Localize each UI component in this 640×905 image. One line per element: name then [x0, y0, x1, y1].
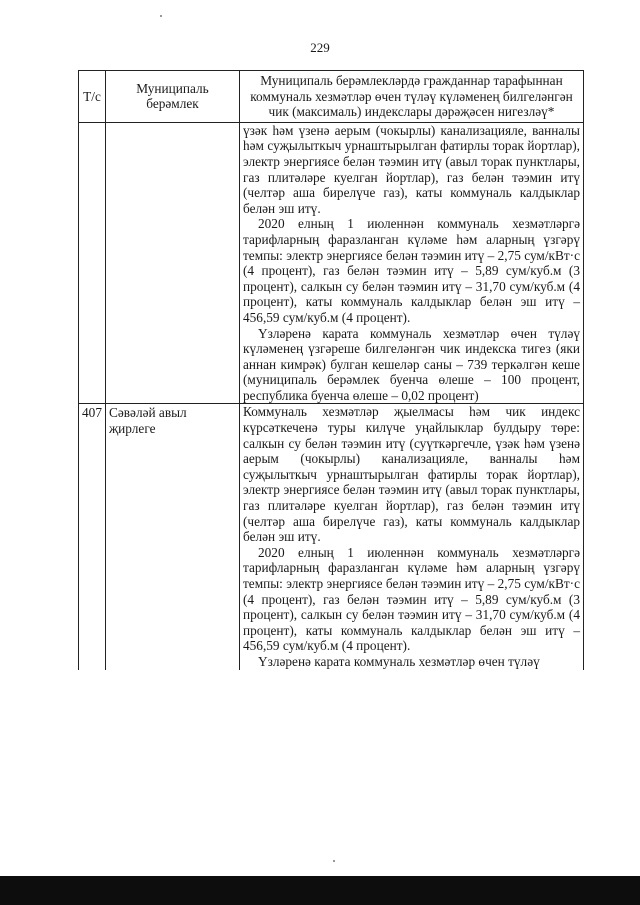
row-description: [240, 404, 584, 670]
row-municipality: Сәвәләй авыл җирлеге: [106, 404, 240, 670]
index-table: [78, 70, 584, 670]
scan-bottom-edge: [0, 876, 640, 905]
table-row: [79, 122, 584, 404]
header-index: Муниципаль берәмлекләрдә гражданнар тарафыннан коммуналь хезмәтләр өчен түләү күләменең билгеләнгән чик (максималь) индекслары дәрәҗәсен нигезләү*: [240, 71, 584, 123]
row-paragraph: 2020 елның 1 июленнән коммуналь хезмәтләргә тарифларның фаразланган күләме һәм аларның үзгәрү темпы: электр энергиясе белән тәэмин итү – 2,75 сум/кВт·с (4 процент), газ белән тәэмин итү – 5,89 сум/куб.м (3 процент), салкын су белән тәэмин итү – 31,70 сум/куб.м (4 процент), каты коммуналь калдыклар белән эш итү – 456,59 сум/куб.м (4 процент).: [243, 544, 580, 654]
row-description: [240, 122, 584, 404]
row-paragraph: Үзләренә карата коммуналь хезмәтләр өчен түләү күләменең үзгәреше билгеләнгән чик индекска тигез (яки аннан кимрәк) булган кешеләр саны – 739 теркәлгән кеше (муниципаль берәмлек буенча өлеше – 100 процент, республика буенча өлеше – 0,02 процент): [243, 325, 580, 403]
table-row: [79, 404, 584, 670]
table-header-row: [79, 71, 584, 123]
header-municipality: Муниципаль берәмлек: [106, 71, 240, 123]
row-number: [79, 122, 106, 404]
header-num: Т/с: [79, 71, 106, 123]
scan-speck: [160, 15, 162, 17]
page-number: 229: [310, 40, 330, 55]
row-paragraph: Үзләренә карата коммуналь хезмәтләр өчен түләү: [258, 653, 540, 669]
row-number: 407: [79, 404, 106, 670]
row-paragraph: үзәк һәм үзенә аерым (чокырлы) канализацияле, ванналы һәм суҗылыткыч урнаштырылган фатирлы торак йортлар), электр энергиясе белән тәэмин итү (авыл торак пунктлары, газ плитәләре куелган йортлар), газ белән тәэмин итү (челтәр аша бирелүче газ), каты коммуналь калдыклар белән эш итү.: [243, 122, 580, 216]
scan-speck: [333, 860, 335, 862]
row-paragraph: Коммуналь хезмәтләр җыелмасы һәм чик индекс күрсәткеченә туры килүче уңайлыклар булдыру төре: салкын су белән тәэмин итү (суүткәргечле, үзәк һәм үзенә аерым (чокырлы) канализацияле, ванналы һәм суҗылыткыч урнаштырылган фатирлы торак йортлар), электр энергиясе белән тәэмин итү (авыл торак пунктлары, газ плитәләре куелган йортлар), газ белән тәэмин итү (челтәр аша бирелүче газ), каты коммуналь калдыклар белән эш итү.: [243, 404, 580, 545]
row-paragraph: 2020 елның 1 июленнән коммуналь хезмәтләргә тарифларның фаразланган күләме һәм аларның үзгәрү темпы: электр энергиясе белән тәэмин итү – 2,75 сум/кВт·с (4 процент), газ белән тәэмин итү – 5,89 сум/куб.м (3 процент), салкын су белән тәэмин итү – 31,70 сум/куб.м (4 процент), каты коммуналь калдыклар белән эш итү – 456,59 сум/куб.м (4 процент).: [243, 216, 580, 325]
row-municipality: [106, 122, 240, 404]
